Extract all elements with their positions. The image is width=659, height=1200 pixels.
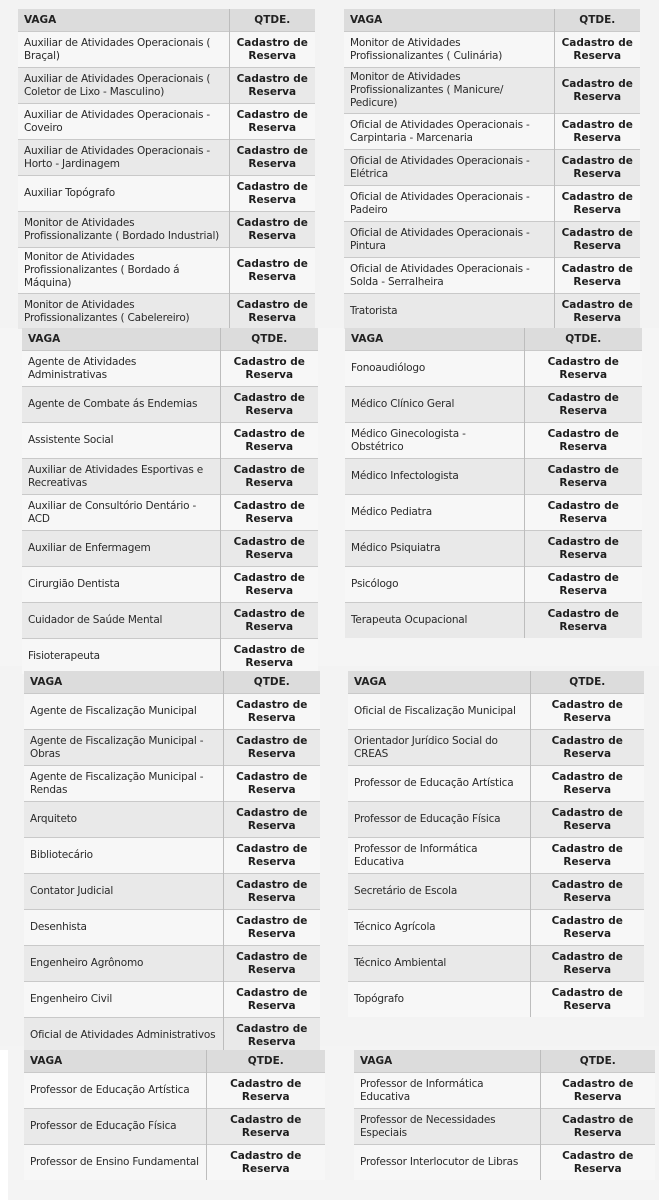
qtde-cell: Cadastro de Reserva <box>220 387 318 423</box>
qtde-cell: Cadastro de Reserva <box>206 1109 325 1145</box>
vagas-table <box>354 1050 655 1180</box>
qtde-cell: Cadastro de Reserva <box>540 1145 655 1181</box>
table-row <box>18 294 315 330</box>
table-row <box>348 838 644 874</box>
vaga-cell: Professor de Ensino Fundamental <box>24 1145 206 1181</box>
table-panel-4 <box>345 328 642 638</box>
vaga-cell: Cirurgião Dentista <box>22 567 220 603</box>
vaga-cell: Bibliotecário <box>24 838 223 874</box>
table-row <box>24 1109 325 1145</box>
vagas-table <box>18 9 315 329</box>
column-header-qtde: QTDE. <box>223 671 320 694</box>
vaga-cell: Auxiliar de Atividades Operacionais - Coveiro <box>18 104 229 140</box>
table-row <box>24 694 320 730</box>
vaga-cell: Médico Ginecologista - Obstétrico <box>345 423 524 459</box>
table-header-row <box>348 671 644 694</box>
vaga-cell: Secretário de Escola <box>348 874 530 910</box>
vaga-cell: Técnico Agrícola <box>348 910 530 946</box>
table-row <box>345 531 642 567</box>
table-header-row <box>344 9 640 32</box>
table-row <box>344 150 640 186</box>
vaga-cell: Professor de Necessidades Especiais <box>354 1109 540 1145</box>
table-row <box>24 982 320 1018</box>
vaga-cell: Oficial de Atividades Administrativos <box>24 1018 223 1054</box>
vagas-table <box>22 328 318 674</box>
table-panel-3 <box>22 328 318 674</box>
table-panel-2 <box>344 9 640 329</box>
table-row <box>24 1018 320 1054</box>
vaga-cell: Fonoaudiólogo <box>345 351 524 387</box>
qtde-cell: Cadastro de Reserva <box>220 459 318 495</box>
vaga-cell: Monitor de Atividades Profissionalizantes ( Cabelereiro) <box>18 294 229 330</box>
vaga-cell: Professor de Informática Educativa <box>354 1073 540 1109</box>
table-panel-8 <box>354 1050 655 1180</box>
qtde-cell: Cadastro de Reserva <box>223 694 320 730</box>
qtde-cell: Cadastro de Reserva <box>554 294 640 330</box>
table-row <box>24 730 320 766</box>
table-row <box>344 294 640 330</box>
column-header-vaga: VAGA <box>354 1050 540 1073</box>
qtde-cell: Cadastro de Reserva <box>524 423 642 459</box>
vaga-cell: Professor de Informática Educativa <box>348 838 530 874</box>
qtde-cell: Cadastro de Reserva <box>530 730 644 766</box>
qtde-cell: Cadastro de Reserva <box>223 766 320 802</box>
vaga-cell: Auxiliar de Atividades Operacionais ( Braçal) <box>18 32 229 68</box>
vaga-cell: Médico Pediatra <box>345 495 524 531</box>
table-row <box>348 802 644 838</box>
qtde-cell: Cadastro de Reserva <box>220 495 318 531</box>
vaga-cell: Médico Clínico Geral <box>345 387 524 423</box>
qtde-cell: Cadastro de Reserva <box>530 802 644 838</box>
qtde-cell: Cadastro de Reserva <box>530 838 644 874</box>
column-header-vaga: VAGA <box>22 328 220 351</box>
vaga-cell: Assistente Social <box>22 423 220 459</box>
qtde-cell: Cadastro de Reserva <box>220 351 318 387</box>
table-header-row <box>22 328 318 351</box>
table-row <box>348 910 644 946</box>
table-row <box>348 694 644 730</box>
qtde-cell: Cadastro de Reserva <box>229 104 315 140</box>
table-row <box>344 114 640 150</box>
vaga-cell: Oficial de Fiscalização Municipal <box>348 694 530 730</box>
column-header-qtde: QTDE. <box>554 9 640 32</box>
vaga-cell: Agente de Fiscalização Municipal <box>24 694 223 730</box>
qtde-cell: Cadastro de Reserva <box>223 910 320 946</box>
table-panel-7 <box>24 1050 325 1180</box>
table-row <box>22 351 318 387</box>
table-row <box>18 140 315 176</box>
vaga-cell: Engenheiro Agrônomo <box>24 946 223 982</box>
qtde-cell: Cadastro de Reserva <box>223 730 320 766</box>
vaga-cell: Oficial de Atividades Operacionais - Pintura <box>344 222 554 258</box>
qtde-cell: Cadastro de Reserva <box>223 982 320 1018</box>
vaga-cell: Médico Infectologista <box>345 459 524 495</box>
table-row <box>22 603 318 639</box>
vaga-cell: Orientador Jurídico Social do CREAS <box>348 730 530 766</box>
table-row <box>344 186 640 222</box>
column-header-vaga: VAGA <box>24 1050 206 1073</box>
vaga-cell: Monitor de Atividades Profissionalizante ( Bordado Industrial) <box>18 212 229 248</box>
table-row <box>345 495 642 531</box>
qtde-cell: Cadastro de Reserva <box>530 946 644 982</box>
table-row <box>344 68 640 114</box>
qtde-cell: Cadastro de Reserva <box>524 531 642 567</box>
column-header-qtde: QTDE. <box>229 9 315 32</box>
table-row <box>18 32 315 68</box>
table-panel-5 <box>24 671 320 1053</box>
table-header-row <box>24 1050 325 1073</box>
vaga-cell: Cuidador de Saúde Mental <box>22 603 220 639</box>
qtde-cell: Cadastro de Reserva <box>206 1145 325 1181</box>
table-panel-1 <box>18 9 315 329</box>
qtde-cell: Cadastro de Reserva <box>223 1018 320 1054</box>
vaga-cell: Monitor de Atividades Profissionalizantes ( Manicure/ Pedicure) <box>344 68 554 114</box>
qtde-cell: Cadastro de Reserva <box>554 186 640 222</box>
qtde-cell: Cadastro de Reserva <box>530 694 644 730</box>
qtde-cell: Cadastro de Reserva <box>220 567 318 603</box>
column-header-vaga: VAGA <box>345 328 524 351</box>
table-row <box>22 387 318 423</box>
vaga-cell: Professor Interlocutor de Libras <box>354 1145 540 1181</box>
table-row <box>24 838 320 874</box>
table-row <box>24 946 320 982</box>
vaga-cell: Terapeuta Ocupacional <box>345 603 524 639</box>
vaga-cell: Oficial de Atividades Operacionais - Carpintaria - Marcenaria <box>344 114 554 150</box>
column-header-qtde: QTDE. <box>206 1050 325 1073</box>
qtde-cell: Cadastro de Reserva <box>206 1073 325 1109</box>
table-row <box>18 212 315 248</box>
qtde-cell: Cadastro de Reserva <box>229 212 315 248</box>
table-row <box>348 982 644 1018</box>
table-row <box>22 567 318 603</box>
qtde-cell: Cadastro de Reserva <box>223 802 320 838</box>
table-row <box>344 222 640 258</box>
qtde-cell: Cadastro de Reserva <box>229 68 315 104</box>
qtde-cell: Cadastro de Reserva <box>530 874 644 910</box>
table-row <box>354 1109 655 1145</box>
column-header-vaga: VAGA <box>18 9 229 32</box>
vaga-cell: Tratorista <box>344 294 554 330</box>
qtde-cell: Cadastro de Reserva <box>554 222 640 258</box>
table-row <box>344 258 640 294</box>
table-row <box>22 459 318 495</box>
white-corner <box>0 1050 8 1200</box>
table-row <box>24 1145 325 1181</box>
qtde-cell: Cadastro de Reserva <box>530 910 644 946</box>
vaga-cell: Oficial de Atividades Operacionais - Padeiro <box>344 186 554 222</box>
table-row <box>18 104 315 140</box>
vagas-table <box>24 671 320 1053</box>
qtde-cell: Cadastro de Reserva <box>229 140 315 176</box>
vaga-cell: Monitor de Atividades Profissionalizantes ( Bordado á Máquina) <box>18 248 229 294</box>
vaga-cell: Auxiliar de Atividades Operacionais - Horto - Jardinagem <box>18 140 229 176</box>
vaga-cell: Topógrafo <box>348 982 530 1018</box>
qtde-cell: Cadastro de Reserva <box>229 294 315 330</box>
qtde-cell: Cadastro de Reserva <box>524 495 642 531</box>
table-row <box>18 68 315 104</box>
vagas-table <box>348 671 644 1017</box>
vaga-cell: Desenhista <box>24 910 223 946</box>
vaga-cell: Agente de Atividades Administrativas <box>22 351 220 387</box>
qtde-cell: Cadastro de Reserva <box>223 946 320 982</box>
vaga-cell: Arquiteto <box>24 802 223 838</box>
qtde-cell: Cadastro de Reserva <box>530 982 644 1018</box>
vagas-table <box>344 9 640 329</box>
vaga-cell: Oficial de Atividades Operacionais - Elétrica <box>344 150 554 186</box>
vaga-cell: Auxiliar Topógrafo <box>18 176 229 212</box>
table-row <box>344 32 640 68</box>
vaga-cell: Agente de Combate ás Endemias <box>22 387 220 423</box>
table-row <box>345 603 642 639</box>
qtde-cell: Cadastro de Reserva <box>220 423 318 459</box>
table-header-row <box>354 1050 655 1073</box>
table-row <box>22 639 318 675</box>
table-row <box>345 567 642 603</box>
vaga-cell: Técnico Ambiental <box>348 946 530 982</box>
table-row <box>18 176 315 212</box>
vaga-cell: Engenheiro Civil <box>24 982 223 1018</box>
qtde-cell: Cadastro de Reserva <box>524 567 642 603</box>
qtde-cell: Cadastro de Reserva <box>554 258 640 294</box>
table-row <box>345 351 642 387</box>
table-row <box>24 766 320 802</box>
qtde-cell: Cadastro de Reserva <box>524 387 642 423</box>
qtde-cell: Cadastro de Reserva <box>554 114 640 150</box>
column-header-qtde: QTDE. <box>220 328 318 351</box>
vaga-cell: Médico Psiquiatra <box>345 531 524 567</box>
table-row <box>24 1073 325 1109</box>
table-row <box>354 1145 655 1181</box>
column-header-qtde: QTDE. <box>524 328 642 351</box>
table-row <box>22 531 318 567</box>
table-row <box>348 874 644 910</box>
vaga-cell: Monitor de Atividades Profissionalizantes ( Culinária) <box>344 32 554 68</box>
table-header-row <box>345 328 642 351</box>
table-row <box>24 802 320 838</box>
qtde-cell: Cadastro de Reserva <box>530 766 644 802</box>
table-row <box>22 423 318 459</box>
qtde-cell: Cadastro de Reserva <box>524 459 642 495</box>
qtde-cell: Cadastro de Reserva <box>223 874 320 910</box>
qtde-cell: Cadastro de Reserva <box>220 639 318 675</box>
vaga-cell: Auxiliar de Atividades Operacionais ( Coletor de Lixo - Masculino) <box>18 68 229 104</box>
qtde-cell: Cadastro de Reserva <box>554 32 640 68</box>
qtde-cell: Cadastro de Reserva <box>554 150 640 186</box>
vaga-cell: Professor de Educação Física <box>348 802 530 838</box>
vaga-cell: Contator Judicial <box>24 874 223 910</box>
table-row <box>345 423 642 459</box>
qtde-cell: Cadastro de Reserva <box>554 68 640 114</box>
qtde-cell: Cadastro de Reserva <box>223 838 320 874</box>
vagas-table <box>24 1050 325 1180</box>
table-row <box>24 874 320 910</box>
table-row <box>348 730 644 766</box>
vaga-cell: Fisioterapeuta <box>22 639 220 675</box>
table-header-row <box>18 9 315 32</box>
column-header-vaga: VAGA <box>344 9 554 32</box>
column-header-vaga: VAGA <box>348 671 530 694</box>
vaga-cell: Auxiliar de Consultório Dentário - ACD <box>22 495 220 531</box>
table-row <box>24 910 320 946</box>
column-header-vaga: VAGA <box>24 671 223 694</box>
table-row <box>348 946 644 982</box>
qtde-cell: Cadastro de Reserva <box>540 1109 655 1145</box>
table-panel-6 <box>348 671 644 1017</box>
qtde-cell: Cadastro de Reserva <box>229 248 315 294</box>
vaga-cell: Agente de Fiscalização Municipal - Rendas <box>24 766 223 802</box>
vaga-cell: Psicólogo <box>345 567 524 603</box>
vaga-cell: Agente de Fiscalização Municipal - Obras <box>24 730 223 766</box>
vaga-cell: Professor de Educação Artística <box>24 1073 206 1109</box>
table-row <box>354 1073 655 1109</box>
vaga-cell: Oficial de Atividades Operacionais - Solda - Serralheira <box>344 258 554 294</box>
vaga-cell: Professor de Educação Artística <box>348 766 530 802</box>
qtde-cell: Cadastro de Reserva <box>540 1073 655 1109</box>
table-row <box>18 248 315 294</box>
qtde-cell: Cadastro de Reserva <box>229 32 315 68</box>
table-header-row <box>24 671 320 694</box>
vaga-cell: Professor de Educação Física <box>24 1109 206 1145</box>
table-row <box>345 387 642 423</box>
table-row <box>345 459 642 495</box>
table-row <box>22 495 318 531</box>
vagas-table <box>345 328 642 638</box>
table-row <box>348 766 644 802</box>
qtde-cell: Cadastro de Reserva <box>220 531 318 567</box>
vaga-cell: Auxiliar de Atividades Esportivas e Recreativas <box>22 459 220 495</box>
qtde-cell: Cadastro de Reserva <box>229 176 315 212</box>
qtde-cell: Cadastro de Reserva <box>524 351 642 387</box>
column-header-qtde: QTDE. <box>530 671 644 694</box>
vaga-cell: Auxiliar de Enfermagem <box>22 531 220 567</box>
column-header-qtde: QTDE. <box>540 1050 655 1073</box>
qtde-cell: Cadastro de Reserva <box>524 603 642 639</box>
qtde-cell: Cadastro de Reserva <box>220 603 318 639</box>
